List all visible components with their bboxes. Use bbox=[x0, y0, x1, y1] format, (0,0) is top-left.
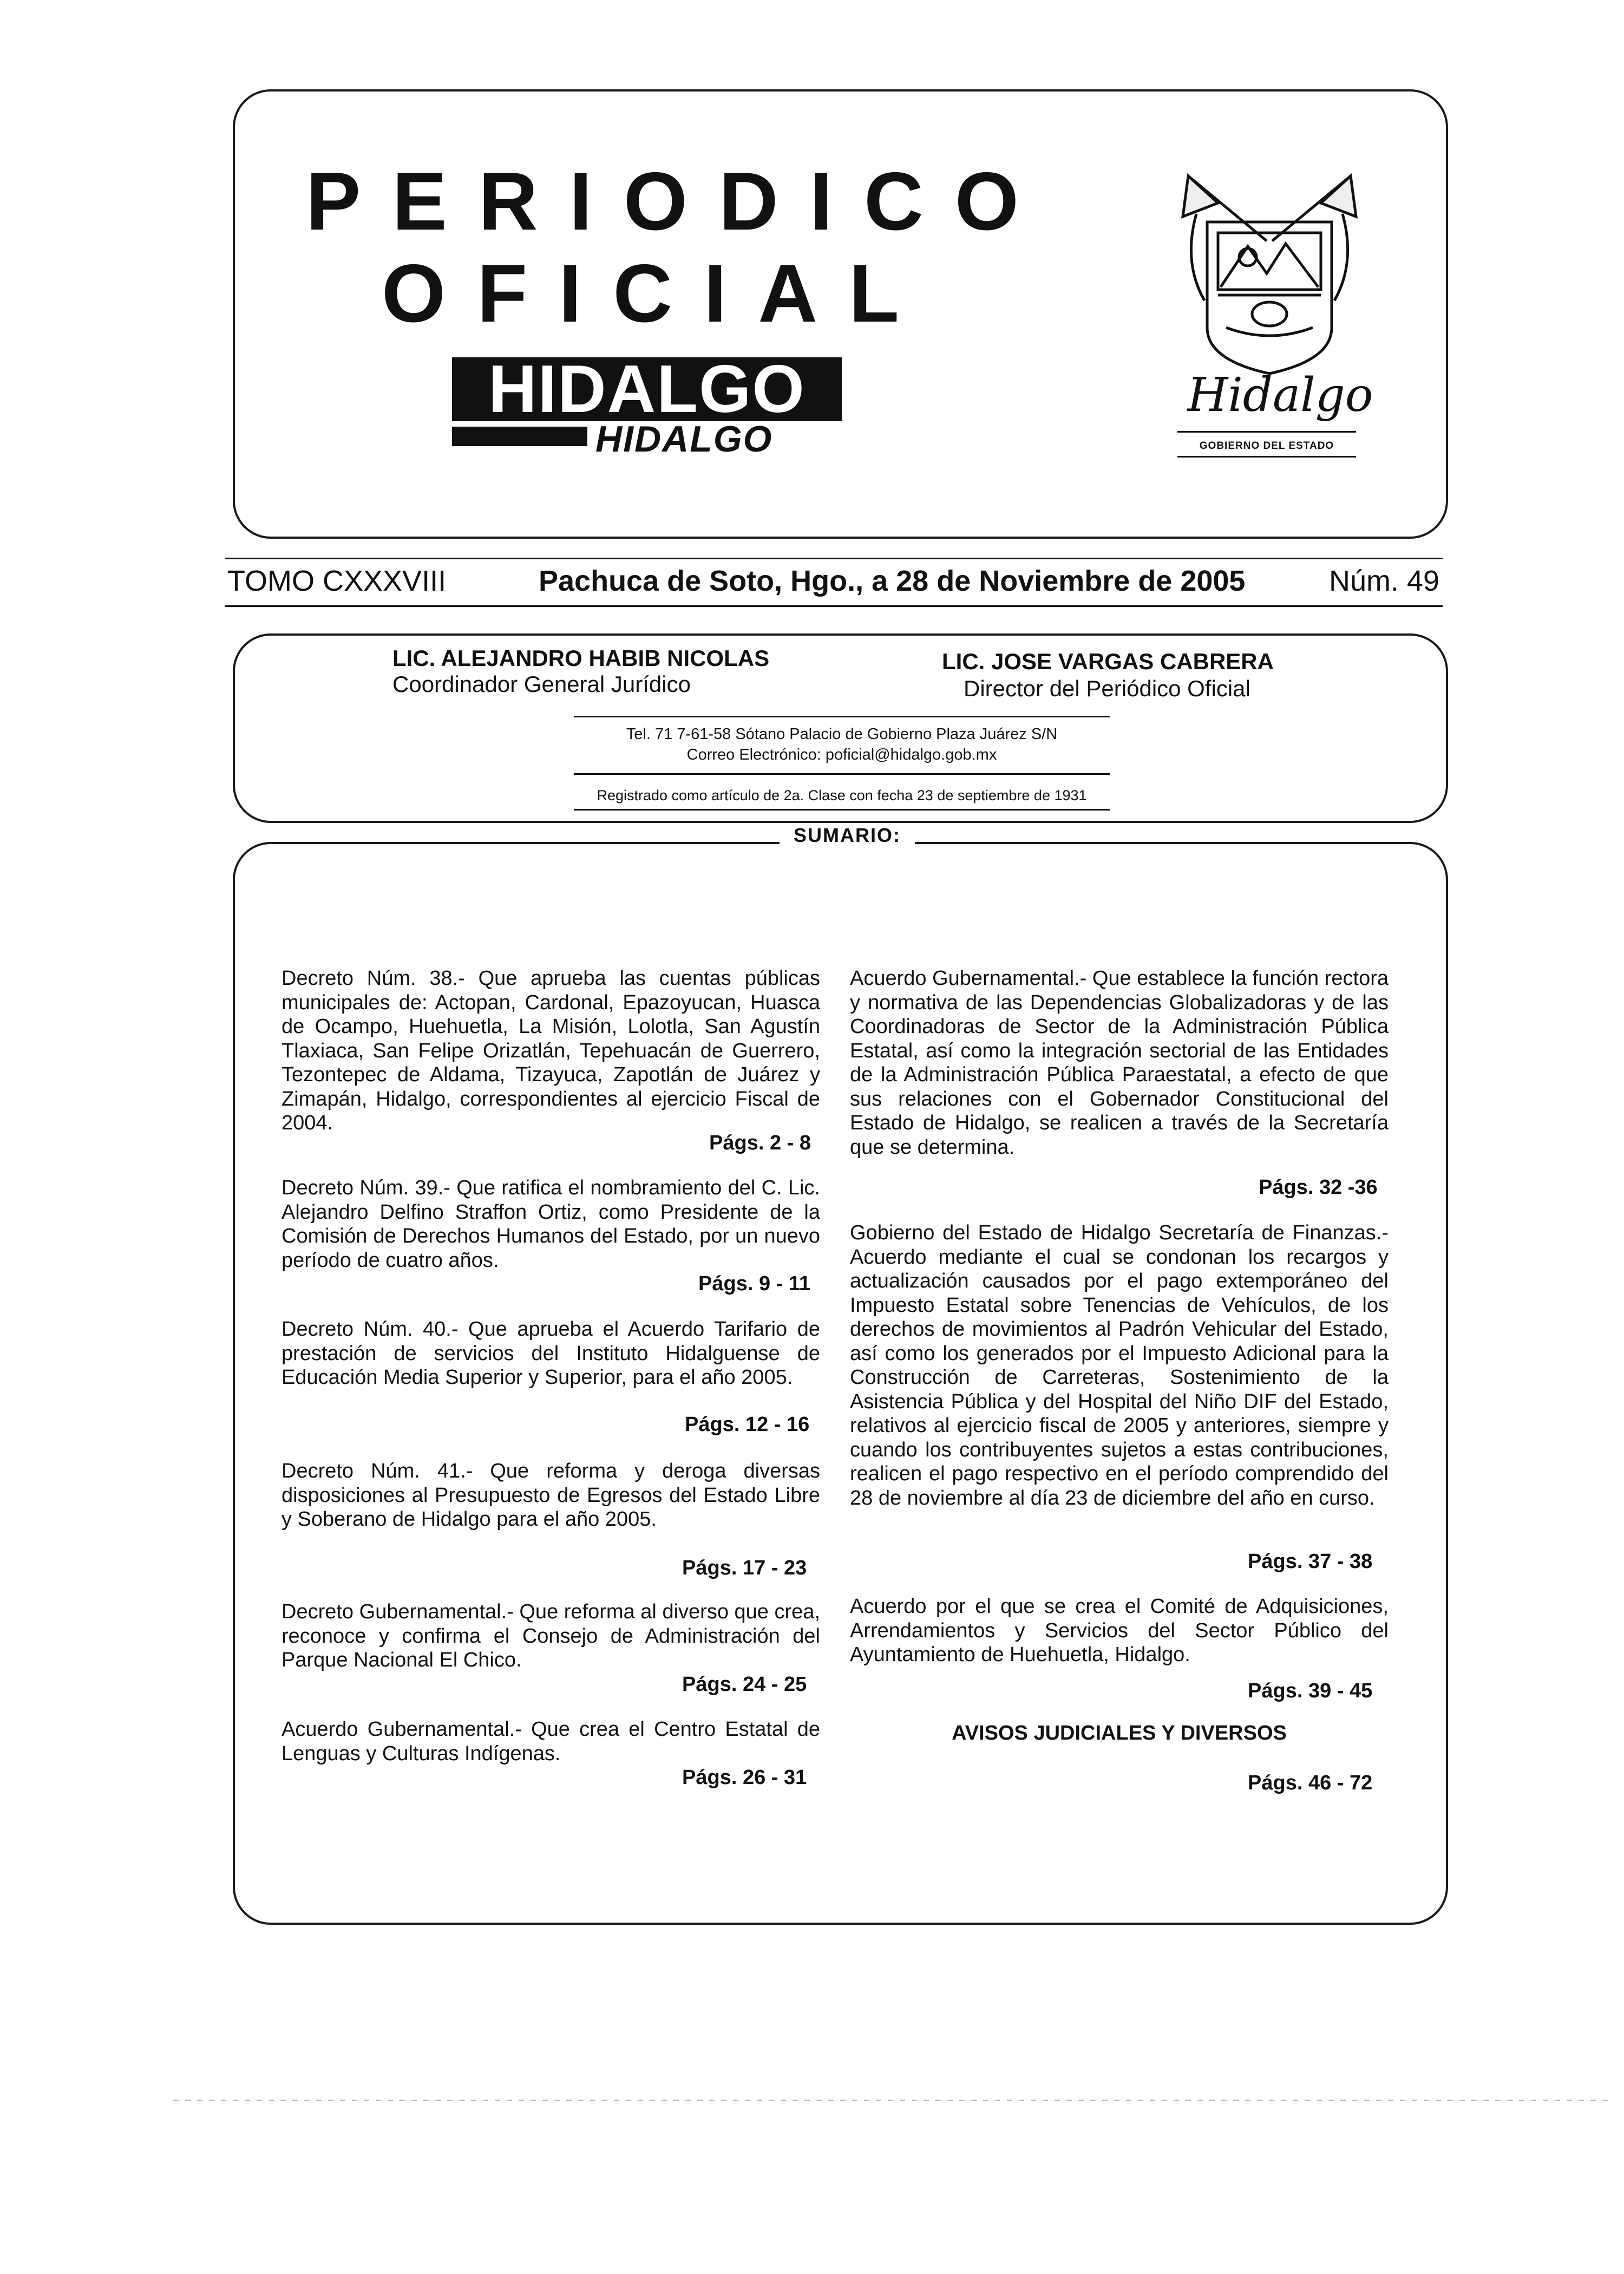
pages-decreto-38: Págs. 2 - 8 bbox=[709, 1132, 811, 1154]
issue-rule-bottom bbox=[225, 605, 1443, 607]
pages-acuerdo-lenguas: Págs. 26 - 31 bbox=[682, 1766, 807, 1789]
entry-decreto-39: Decreto Núm. 39.- Que ratifica el nombramiento del C. Lic. Alejandro Delfino Straffon Ortiz, como Presidente de la Comisión de Derechos Humanos del Estado, por un nuevo período de cuatro años. bbox=[281, 1177, 820, 1272]
entry-acuerdo-lenguas: Acuerdo Gubernamental.- Que crea el Centro Estatal de Lenguas y Culturas Indígenas. bbox=[281, 1718, 820, 1765]
pages-comite-adquisiciones: Págs. 39 - 45 bbox=[1248, 1680, 1373, 1702]
director-role: Director del Periódico Oficial bbox=[964, 676, 1250, 701]
tomo-label: TOMO CXXXVIII bbox=[227, 565, 447, 597]
entry-decreto-41: Decreto Núm. 41.- Que reforma y deroga diversas disposiciones al Presupuesto de Egresos del Estado Libre y Soberano de Hidalgo para el año 2005. bbox=[281, 1460, 820, 1531]
pages-decreto-gubernamental: Págs. 24 - 25 bbox=[682, 1673, 807, 1696]
contact-phone-address: Tel. 71 7-61-58 Sótano Palacio de Gobierno Plaza Juárez S/N bbox=[626, 726, 1058, 743]
director-name: LIC. JOSE VARGAS CABRERA bbox=[942, 649, 1274, 674]
issue-number: Núm. 49 bbox=[1329, 565, 1440, 597]
entry-secretaria-finanzas: Gobierno del Estado de Hidalgo Secretaría de Finanzas.- Acuerdo mediante el cual se condonan los recargos y actualización causados por el pago extemporáneo del Impuesto Estatal sobre Tenencias de Vehículos, de los derechos de movimientos al Padrón Vehicular del Estado, así como los generados por el Impuesto Adicional para la Construcción de Carreteras, Sostenimiento de la Asistencia Pública y del Hospital del Niño DIF del Estado, relativos al ejercicio fiscal de 2005 y anteriores, siempre y cuando los contribuyentes sujetos a estas contribuciones, realicen el pago respectivo en el período comprendido del 28 de noviembre al día 23 de diciembre del año en curso. bbox=[850, 1221, 1389, 1510]
crest-rule-bottom bbox=[1177, 456, 1356, 458]
summary-label: SUMARIO: bbox=[780, 824, 915, 847]
state-coat-of-arms-icon bbox=[1167, 165, 1372, 376]
contact-rule-bottom bbox=[574, 773, 1110, 775]
coordinator-role: Coordinador General Jurídico bbox=[392, 671, 691, 697]
hidalgo-script-text: Hidalgo bbox=[1187, 368, 1373, 422]
title-periodico: PERIODICO bbox=[306, 155, 1050, 247]
hidalgo-logo-subtext: HIDALGO bbox=[595, 419, 773, 460]
title-oficial: OFICIAL bbox=[382, 247, 931, 339]
crest-rule-top bbox=[1177, 431, 1356, 433]
pages-decreto-40: Págs. 12 - 16 bbox=[685, 1413, 810, 1436]
contact-rule-top bbox=[574, 716, 1110, 717]
entry-acuerdo-rectora: Acuerdo Gubernamental.- Que establece la función rectora y normativa de las Dependencias Globalizadoras y de las Coordinadoras de Sector de la Administración Pública Estatal, así como la integración sectorial de las Entidades de la Administración Pública Paraestatal, a efecto de que sus relaciones con el Gobernador Constitucional del Estado de Hidalgo, se realicen a través de la Secretaría que se determina. bbox=[850, 967, 1389, 1159]
hidalgo-logo: HIDALGO bbox=[452, 357, 842, 421]
pages-decreto-41: Págs. 17 - 23 bbox=[682, 1557, 807, 1579]
place-date: Pachuca de Soto, Hgo., a 28 de Noviembre de 2005 bbox=[539, 565, 1246, 597]
entry-decreto-38: Decreto Núm. 38.- Que aprueba las cuentas públicas municipales de: Actopan, Cardonal, Epazoyucan, Huasca de Ocampo, Huehuetla, La Misión, Lolotla, San Agustín Tlaxiaca, San Felipe Orizatlán, Tepehuacán de Guerrero, Tezontepec de Aldama, Tizayuca, Zapotlán de Juárez y Zimapán, Hidalgo, correspondientes al ejercicio Fiscal de 2004. bbox=[281, 967, 820, 1134]
avisos-heading: AVISOS JUDICIALES Y DIVERSOS bbox=[952, 1722, 1287, 1744]
pages-avisos: Págs. 46 - 72 bbox=[1248, 1772, 1373, 1794]
contact-email: Correo Electrónico: poficial@hidalgo.gob.mx bbox=[686, 746, 997, 763]
entry-decreto-gubernamental: Decreto Gubernamental.- Que reforma al diverso que crea, reconoce y confirma el Consejo de Administración del Parque Nacional El Chico. bbox=[281, 1600, 820, 1671]
logo-bar bbox=[452, 427, 587, 446]
registration-rule bbox=[574, 809, 1110, 811]
scan-artifact-line bbox=[173, 2100, 1613, 2101]
entry-comite-adquisiciones: Acuerdo por el que se crea el Comité de Adquisiciones, Arrendamientos y Servicios del Sector Público del Ayuntamiento de Huehuetla, Hidalgo. bbox=[850, 1595, 1389, 1666]
issue-rule-top bbox=[225, 558, 1443, 559]
entry-decreto-40: Decreto Núm. 40.- Que aprueba el Acuerdo Tarifario de prestación de servicios del Instituto Hidalguense de Educación Media Superior y Superior, para el año 2005. bbox=[281, 1318, 820, 1389]
pages-acuerdo-rectora: Págs. 32 -36 bbox=[1259, 1176, 1378, 1199]
registration-note: Registrado como artículo de 2a. Clase con fecha 23 de septiembre de 1931 bbox=[597, 787, 1087, 803]
coordinator-name: LIC. ALEJANDRO HABIB NICOLAS bbox=[392, 645, 770, 671]
gobierno-del-estado-caption: GOBIERNO DEL ESTADO bbox=[1199, 440, 1334, 452]
pages-secretaria-finanzas: Págs. 37 - 38 bbox=[1248, 1550, 1373, 1573]
pages-decreto-39: Págs. 9 - 11 bbox=[698, 1272, 811, 1295]
